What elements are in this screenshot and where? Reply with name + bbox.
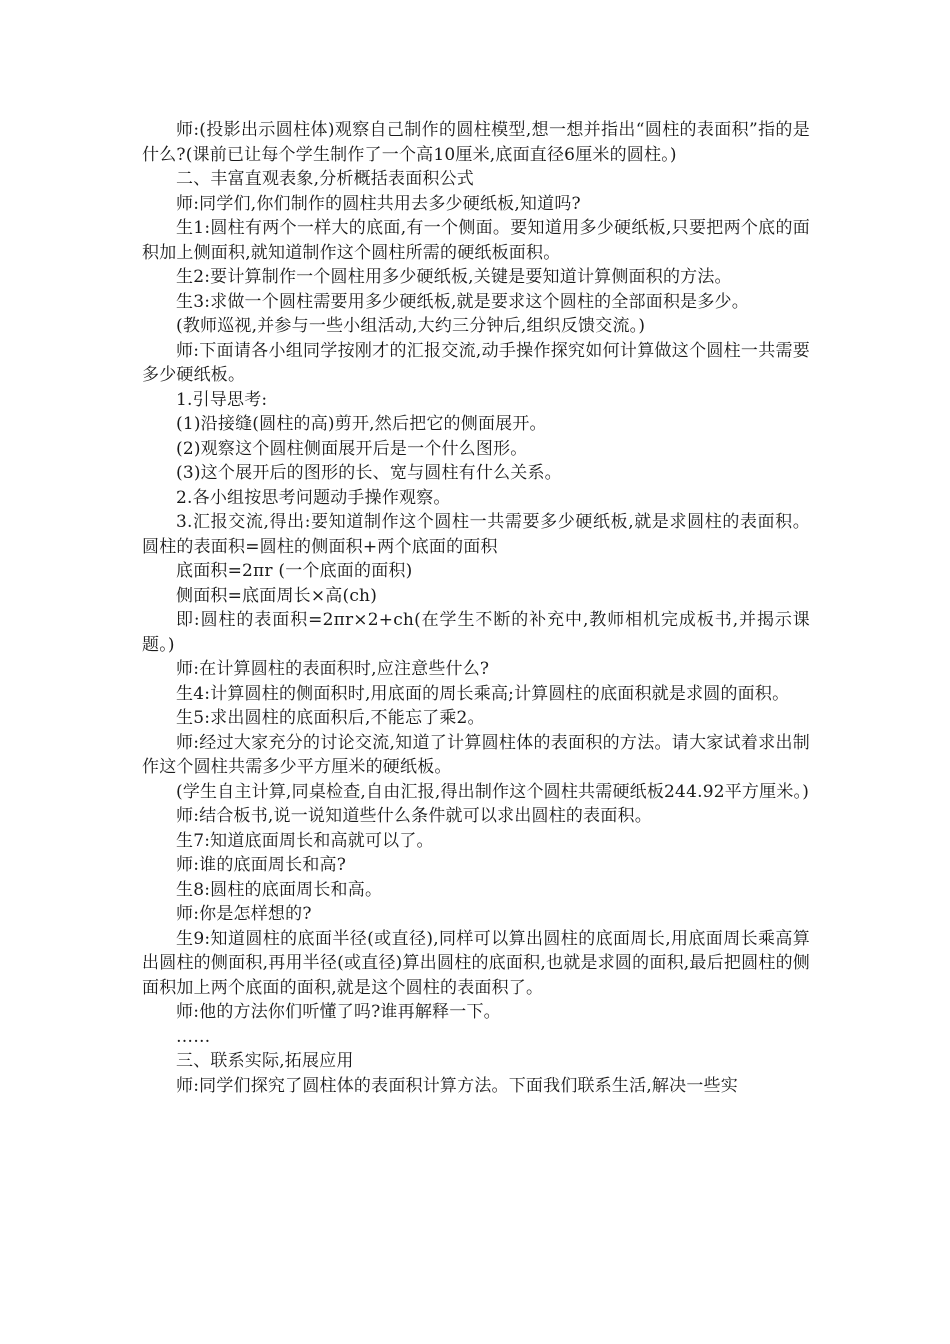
- paragraph: 生7:知道底面周长和高就可以了。: [176, 830, 434, 851]
- paragraph: 生8:圆柱的底面周长和高。: [176, 879, 383, 900]
- paragraph: 生5:求出圆柱的底面积后,不能忘了乘2。: [176, 708, 485, 728]
- formula-line: 侧面积=底面周长×高(ch): [176, 585, 378, 606]
- section-heading: 二、丰富直观表象,分析概括表面积公式: [176, 169, 475, 189]
- formula-line: 即:圆柱的表面积=2πr×2+ch(在学生不断的补充中,教师相机完成板书,并揭示课题。): [142, 610, 810, 655]
- paragraph: (学生自主计算,同桌检查,自由汇报,得出制作这个圆柱共需硬纸板244.92平方厘米。): [176, 781, 810, 802]
- section-heading: 三、联系实际,拓展应用: [176, 1051, 354, 1071]
- paragraph: 师:他的方法你们听懂了吗?谁再解释一下。: [176, 1002, 501, 1022]
- list-heading: 2.各小组按思考问题动手操作观察。: [176, 487, 451, 508]
- list-heading: 3.汇报交流,得出:要知道制作这个圆柱一共需要多少硬纸板,就是求圆柱的表面积。圆柱的表面积=圆柱的侧面积+两个底面的面积: [142, 512, 810, 557]
- paragraph: 师:在计算圆柱的表面积时,应注意些什么?: [176, 659, 490, 679]
- paragraph: 师:你是怎样想的?: [176, 904, 312, 924]
- list-item: (3)这个展开后的图形的长、宽与圆柱有什么关系。: [176, 463, 562, 483]
- paragraph: 生9:知道圆柱的底面半径(或直径),同样可以算出圆柱的底面周长,用底面周长乘高算出圆柱的侧面积,再用半径(或直径)算出圆柱的底面积,也就是求圆的面积,最后把圆柱的侧面积加上两个底面的面积,就是这个圆柱的表面积了。: [142, 928, 810, 998]
- paragraph: 生3:求做一个圆柱需要用多少硬纸板,就是要求这个圆柱的全部面积是多少。: [176, 291, 749, 312]
- document-body: [142, 118, 810, 1098]
- paragraph: 师:下面请各小组同学按刚才的汇报交流,动手操作探究如何计算做这个圆柱一共需要多少硬纸板。: [142, 340, 810, 385]
- list-heading: 1.引导思考:: [176, 389, 268, 410]
- formula-line: 底面积=2πr (一个底面的面积): [176, 561, 413, 581]
- paragraph: 师:谁的底面周长和高?: [176, 855, 347, 875]
- paragraph: 师:经过大家充分的讨论交流,知道了计算圆柱体的表面积的方法。请大家试着求出制作这个圆柱共需多少平方厘米的硬纸板。: [142, 732, 810, 777]
- paragraph: 生2:要计算制作一个圆柱用多少硬纸板,关键是要知道计算侧面积的方法。: [176, 267, 732, 287]
- paragraph: (教师巡视,并参与一些小组活动,大约三分钟后,组织反馈交流。): [176, 316, 646, 336]
- paragraph: 生1:圆柱有两个一样大的底面,有一个侧面。要知道用多少硬纸板,只要把两个底的面积加上侧面积,就知道制作这个圆柱所需的硬纸板面积。: [142, 218, 810, 263]
- list-item: (2)观察这个圆柱侧面展开后是一个什么图形。: [176, 438, 528, 459]
- paragraph: 师:同学们,你们制作的圆柱共用去多少硬纸板,知道吗?: [176, 193, 581, 214]
- ellipsis: ……: [176, 1026, 211, 1047]
- paragraph: 师:结合板书,说一说知道些什么条件就可以求出圆柱的表面积。: [176, 806, 652, 826]
- paragraph: 生4:计算圆柱的侧面积时,用底面的周长乘高;计算圆柱的底面积就是求圆的面积。: [176, 683, 790, 704]
- paragraph: 师:(投影出示圆柱体)观察自己制作的圆柱模型,想一想并指出“圆柱的表面积”指的是什么?(课前已让每个学生制作了一个高10厘米,底面直径6厘米的圆柱。): [142, 120, 810, 165]
- list-item: (1)沿接缝(圆柱的高)剪开,然后把它的侧面展开。: [176, 414, 547, 434]
- paragraph: 师:同学们探究了圆柱体的表面积计算方法。下面我们联系生活,解决一些实: [176, 1075, 738, 1096]
